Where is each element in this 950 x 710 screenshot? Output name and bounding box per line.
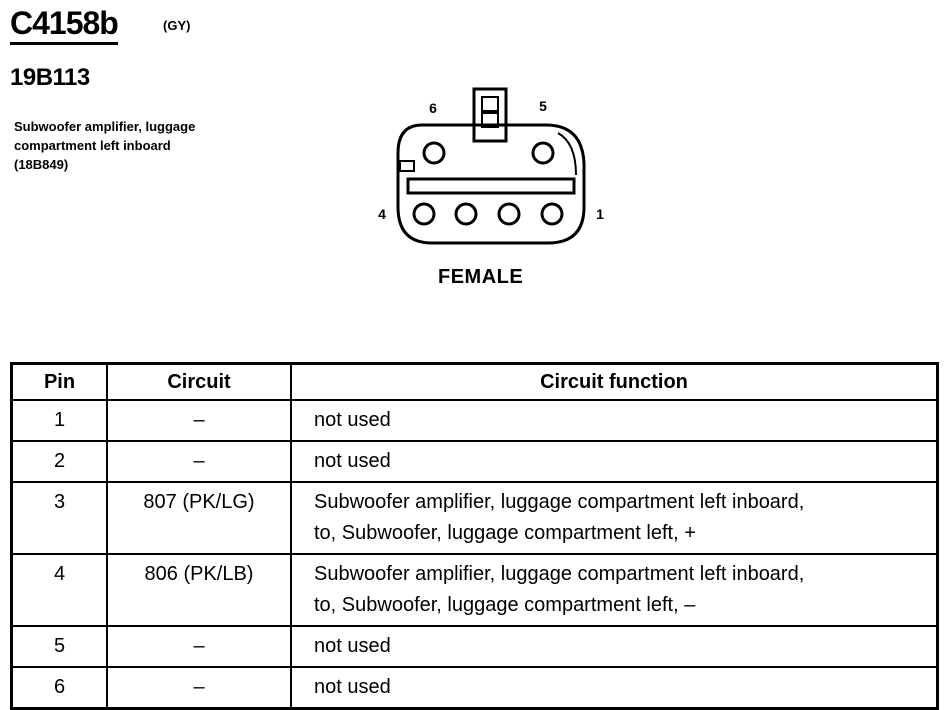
pin-cell: 4 bbox=[12, 554, 108, 626]
circuit-cell: 806 (PK/LB) bbox=[107, 554, 291, 626]
pin-cavity-6 bbox=[424, 143, 444, 163]
description-line: (18B849) bbox=[14, 157, 69, 172]
table-row bbox=[12, 441, 938, 482]
pin-label-1: 1 bbox=[596, 206, 604, 222]
pin-label-5: 5 bbox=[539, 98, 547, 114]
function-line: not used bbox=[314, 676, 391, 698]
circuit-function-cell bbox=[291, 667, 938, 709]
function-line: to, Subwoofer, luggage compartment left, + bbox=[314, 522, 696, 544]
part-number: 19B113 bbox=[10, 64, 90, 91]
table-header-row bbox=[12, 364, 938, 401]
circuit-function-cell bbox=[291, 441, 938, 482]
table-row bbox=[12, 554, 938, 626]
pin-cavity-5 bbox=[533, 143, 553, 163]
connector-description bbox=[14, 117, 264, 174]
pin-cell: 5 bbox=[12, 626, 108, 667]
connector-gender-label: FEMALE bbox=[438, 266, 524, 288]
table-row bbox=[12, 626, 938, 667]
circuit-function-cell bbox=[291, 482, 938, 554]
circuit-function-cell bbox=[291, 554, 938, 626]
pin-cell: 2 bbox=[12, 441, 108, 482]
pin-cell: 1 bbox=[12, 400, 108, 441]
function-line: Subwoofer amplifier, luggage compartment left inboard, bbox=[314, 491, 805, 513]
circuit-cell: – bbox=[107, 626, 291, 667]
description-line: compartment left inboard bbox=[14, 138, 171, 153]
pinout-table bbox=[10, 362, 939, 710]
table-row bbox=[12, 400, 938, 441]
pin-cavity-1 bbox=[542, 204, 562, 224]
connector-face-diagram bbox=[370, 85, 610, 250]
pin-label-4: 4 bbox=[378, 206, 386, 222]
table-row bbox=[12, 667, 938, 709]
circuit-function-cell bbox=[291, 626, 938, 667]
circuit-cell: – bbox=[107, 400, 291, 441]
function-line: not used bbox=[314, 450, 391, 472]
pin-cavity-2 bbox=[499, 204, 519, 224]
pin-cell: 3 bbox=[12, 482, 108, 554]
pin-label-6: 6 bbox=[429, 100, 437, 116]
column-header-circuit-function: Circuit function bbox=[291, 364, 938, 401]
circuit-cell: 807 (PK/LG) bbox=[107, 482, 291, 554]
polarizing-bar bbox=[408, 179, 574, 193]
latch-notch bbox=[400, 161, 414, 171]
locking-tab bbox=[474, 89, 506, 141]
circuit-cell: – bbox=[107, 667, 291, 709]
function-line: to, Subwoofer, luggage compartment left, – bbox=[314, 594, 696, 616]
description-line: Subwoofer amplifier, luggage bbox=[14, 119, 196, 134]
circuit-function-cell bbox=[291, 400, 938, 441]
column-header-circuit: Circuit bbox=[107, 364, 291, 401]
pin-cavity-4 bbox=[414, 204, 434, 224]
connector-color-code: (GY) bbox=[163, 18, 191, 33]
pin-cavity-3 bbox=[456, 204, 476, 224]
circuit-cell: – bbox=[107, 441, 291, 482]
function-line: not used bbox=[314, 409, 391, 431]
pin-cell: 6 bbox=[12, 667, 108, 709]
function-line: Subwoofer amplifier, luggage compartment left inboard, bbox=[314, 563, 805, 585]
column-header-pin: Pin bbox=[12, 364, 108, 401]
function-line: not used bbox=[314, 635, 391, 657]
table-row bbox=[12, 482, 938, 554]
connector-title: C4158b bbox=[10, 4, 118, 45]
